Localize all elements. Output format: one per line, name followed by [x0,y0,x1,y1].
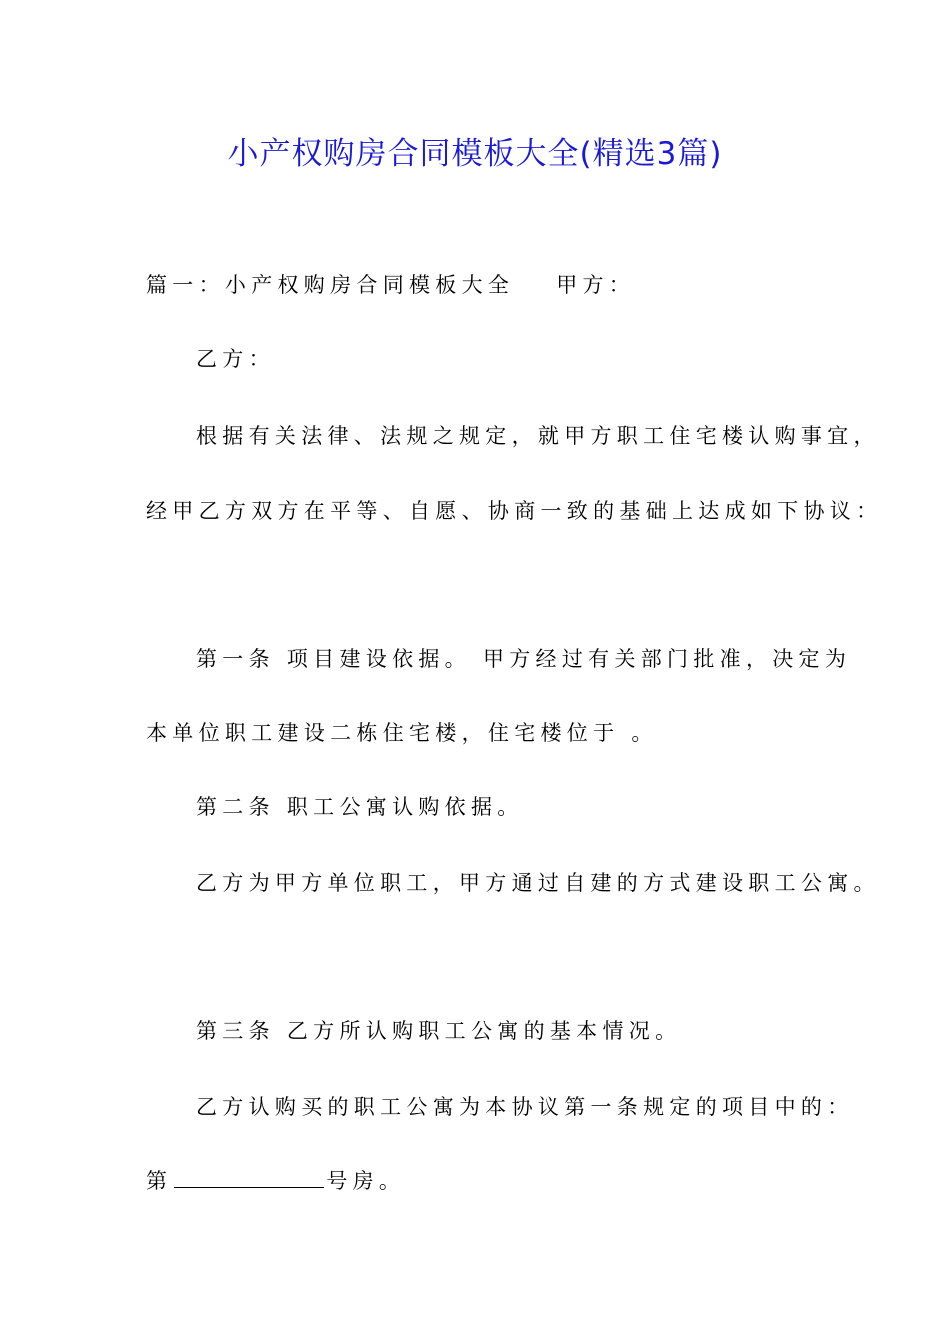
section-heading: 篇一：小产权购房合同模板大全 [146,273,515,297]
article-3-heading: 第三条 乙方所认购职工公寓的基本情况。 [196,1019,682,1043]
article-2-body: 乙方为甲方单位职工，甲方通过自建的方式建设职工公寓。 [196,871,880,895]
party-b-label: 乙方： [196,347,275,371]
room-prefix: 第 [146,1169,173,1193]
room-number-blank [174,1169,324,1188]
party-a-label: 甲方： [556,273,636,297]
article-3-body: 乙方认购买的职工公寓为本协议第一条规定的项目中的： [196,1095,854,1119]
intro-line-1: 根据有关法律、法规之规定，就甲方职工住宅楼认购事宜， [196,424,880,448]
article-1-line-1: 第一条 项目建设依据。 甲方经过有关部门批准，决定为 [196,647,852,671]
room-suffix: 号房。 [326,1169,406,1193]
article-2-heading: 第二条 职工公寓认购依据。 [196,795,524,819]
room-number-line [146,1166,405,1196]
article-1-line-2: 本单位职工建设二栋住宅楼，住宅楼位于 。 [146,721,658,745]
document-title: 小产权购房合同模板大全(精选3篇) [227,136,723,172]
heading-line [146,270,635,300]
intro-line-2: 经甲乙方双方在平等、自愿、协商一致的基础上达成如下协议： [146,499,883,523]
